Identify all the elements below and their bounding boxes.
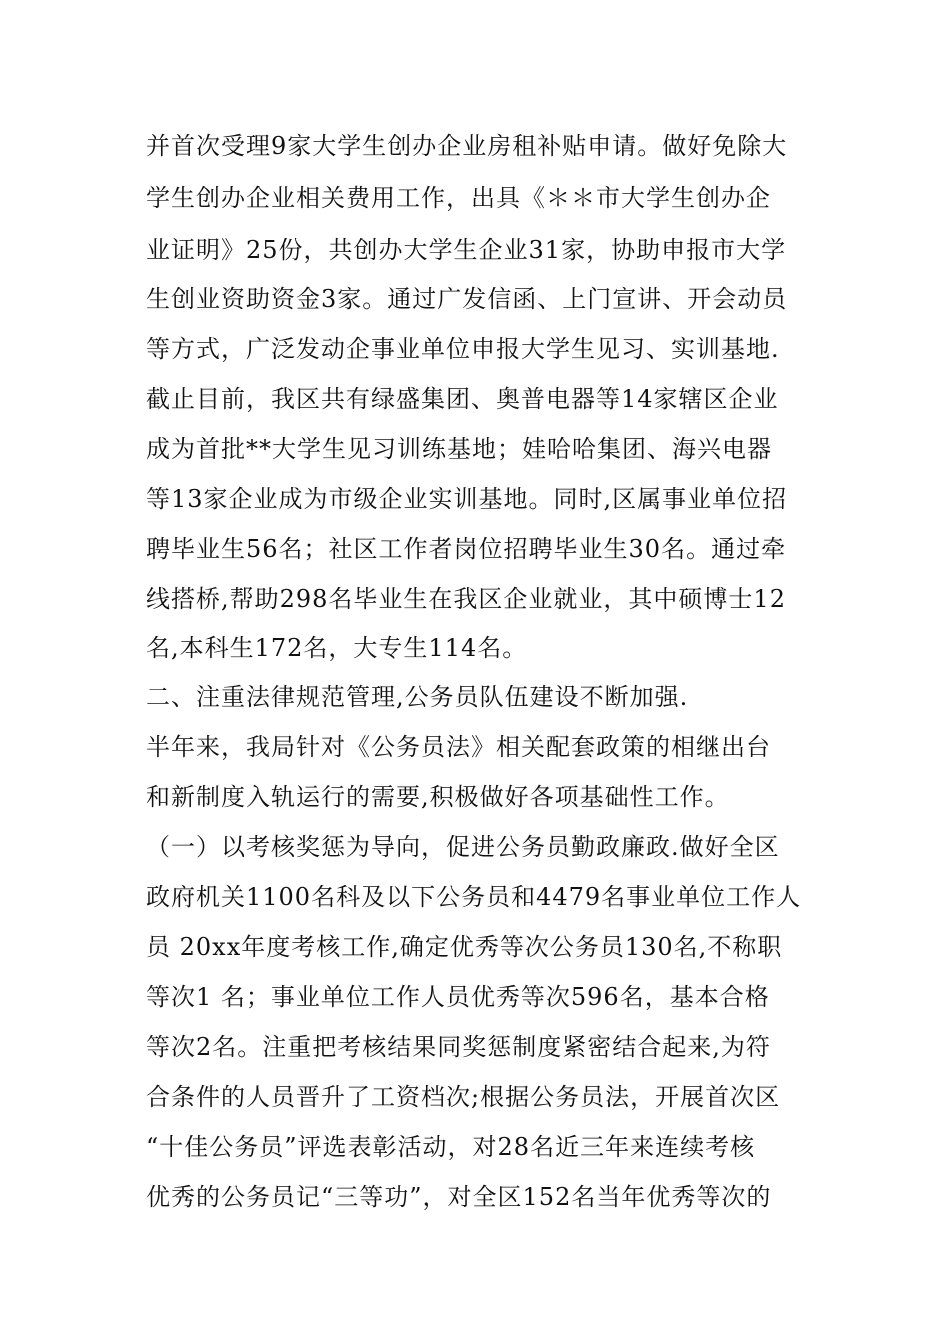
text-line: 截止目前，我区共有绿盛集团、奥普电器等14家辖区企业 (146, 385, 779, 413)
text-line: 并首次受理9家大学生创办企业房租补贴申请。做好免除大 (146, 132, 788, 160)
text-line: 等次1 名；事业单位工作人员优秀等次596名，基本合格 (146, 983, 770, 1011)
subsection-heading: （一）以考核奖惩为导向，促进公务员勤政廉政.做好全区 (146, 833, 780, 861)
text-line: 业证明》25份，共创办大学生企业31家，协助申报市大学 (146, 236, 787, 264)
text-line: 名,本科生172名，大专生114名。 (146, 634, 528, 662)
section-heading: 二、注重法律规范管理,公务员队伍建设不断加强. (146, 683, 689, 711)
text-line: 聘毕业生56名；社区工作者岗位招聘毕业生30名。通过牵 (146, 535, 787, 563)
text-line: 生创业资助资金3家。通过广发信函、上门宣讲、开会动员 (146, 285, 788, 313)
text-line: 等方式，广泛发动企事业单位申报大学生见习、实训基地. (146, 335, 780, 363)
text-line: 成为首批**大学生见习训练基地；娃哈哈集团、海兴电器 (146, 435, 772, 463)
text-line: 合条件的人员晋升了工资档次;根据公务员法，开展首次区 (146, 1083, 781, 1111)
text-line: 学生创办企业相关费用工作，出具《＊＊市大学生创办企 (146, 184, 771, 212)
text-line: “十佳公务员”评选表彰活动，对28名近三年来连续考核 (146, 1133, 756, 1161)
text-line: 等次2名。注重把考核结果同奖惩制度紧密结合起来,为符 (146, 1033, 771, 1061)
text-line: 优秀的公务员记“三等功”，对全区152名当年优秀等次的 (146, 1183, 772, 1211)
text-line: 和新制度入轨运行的需要,积极做好各项基础性工作。 (146, 783, 730, 811)
text-line: 等13家企业成为市级企业实训基地。同时,区属事业单位招 (146, 485, 788, 513)
text-line: 线搭桥,帮助298名毕业生在我区企业就业，其中硕博士12 (146, 585, 786, 613)
text-line: 政府机关1100名科及以下公务员和4479名事业单位工作人 (146, 883, 802, 911)
text-line: 半年来，我局针对《公务员法》相关配套政策的相继出台 (146, 733, 771, 761)
text-line: 员 20xx年度考核工作,确定优秀等次公务员130名,不称职 (146, 933, 783, 961)
